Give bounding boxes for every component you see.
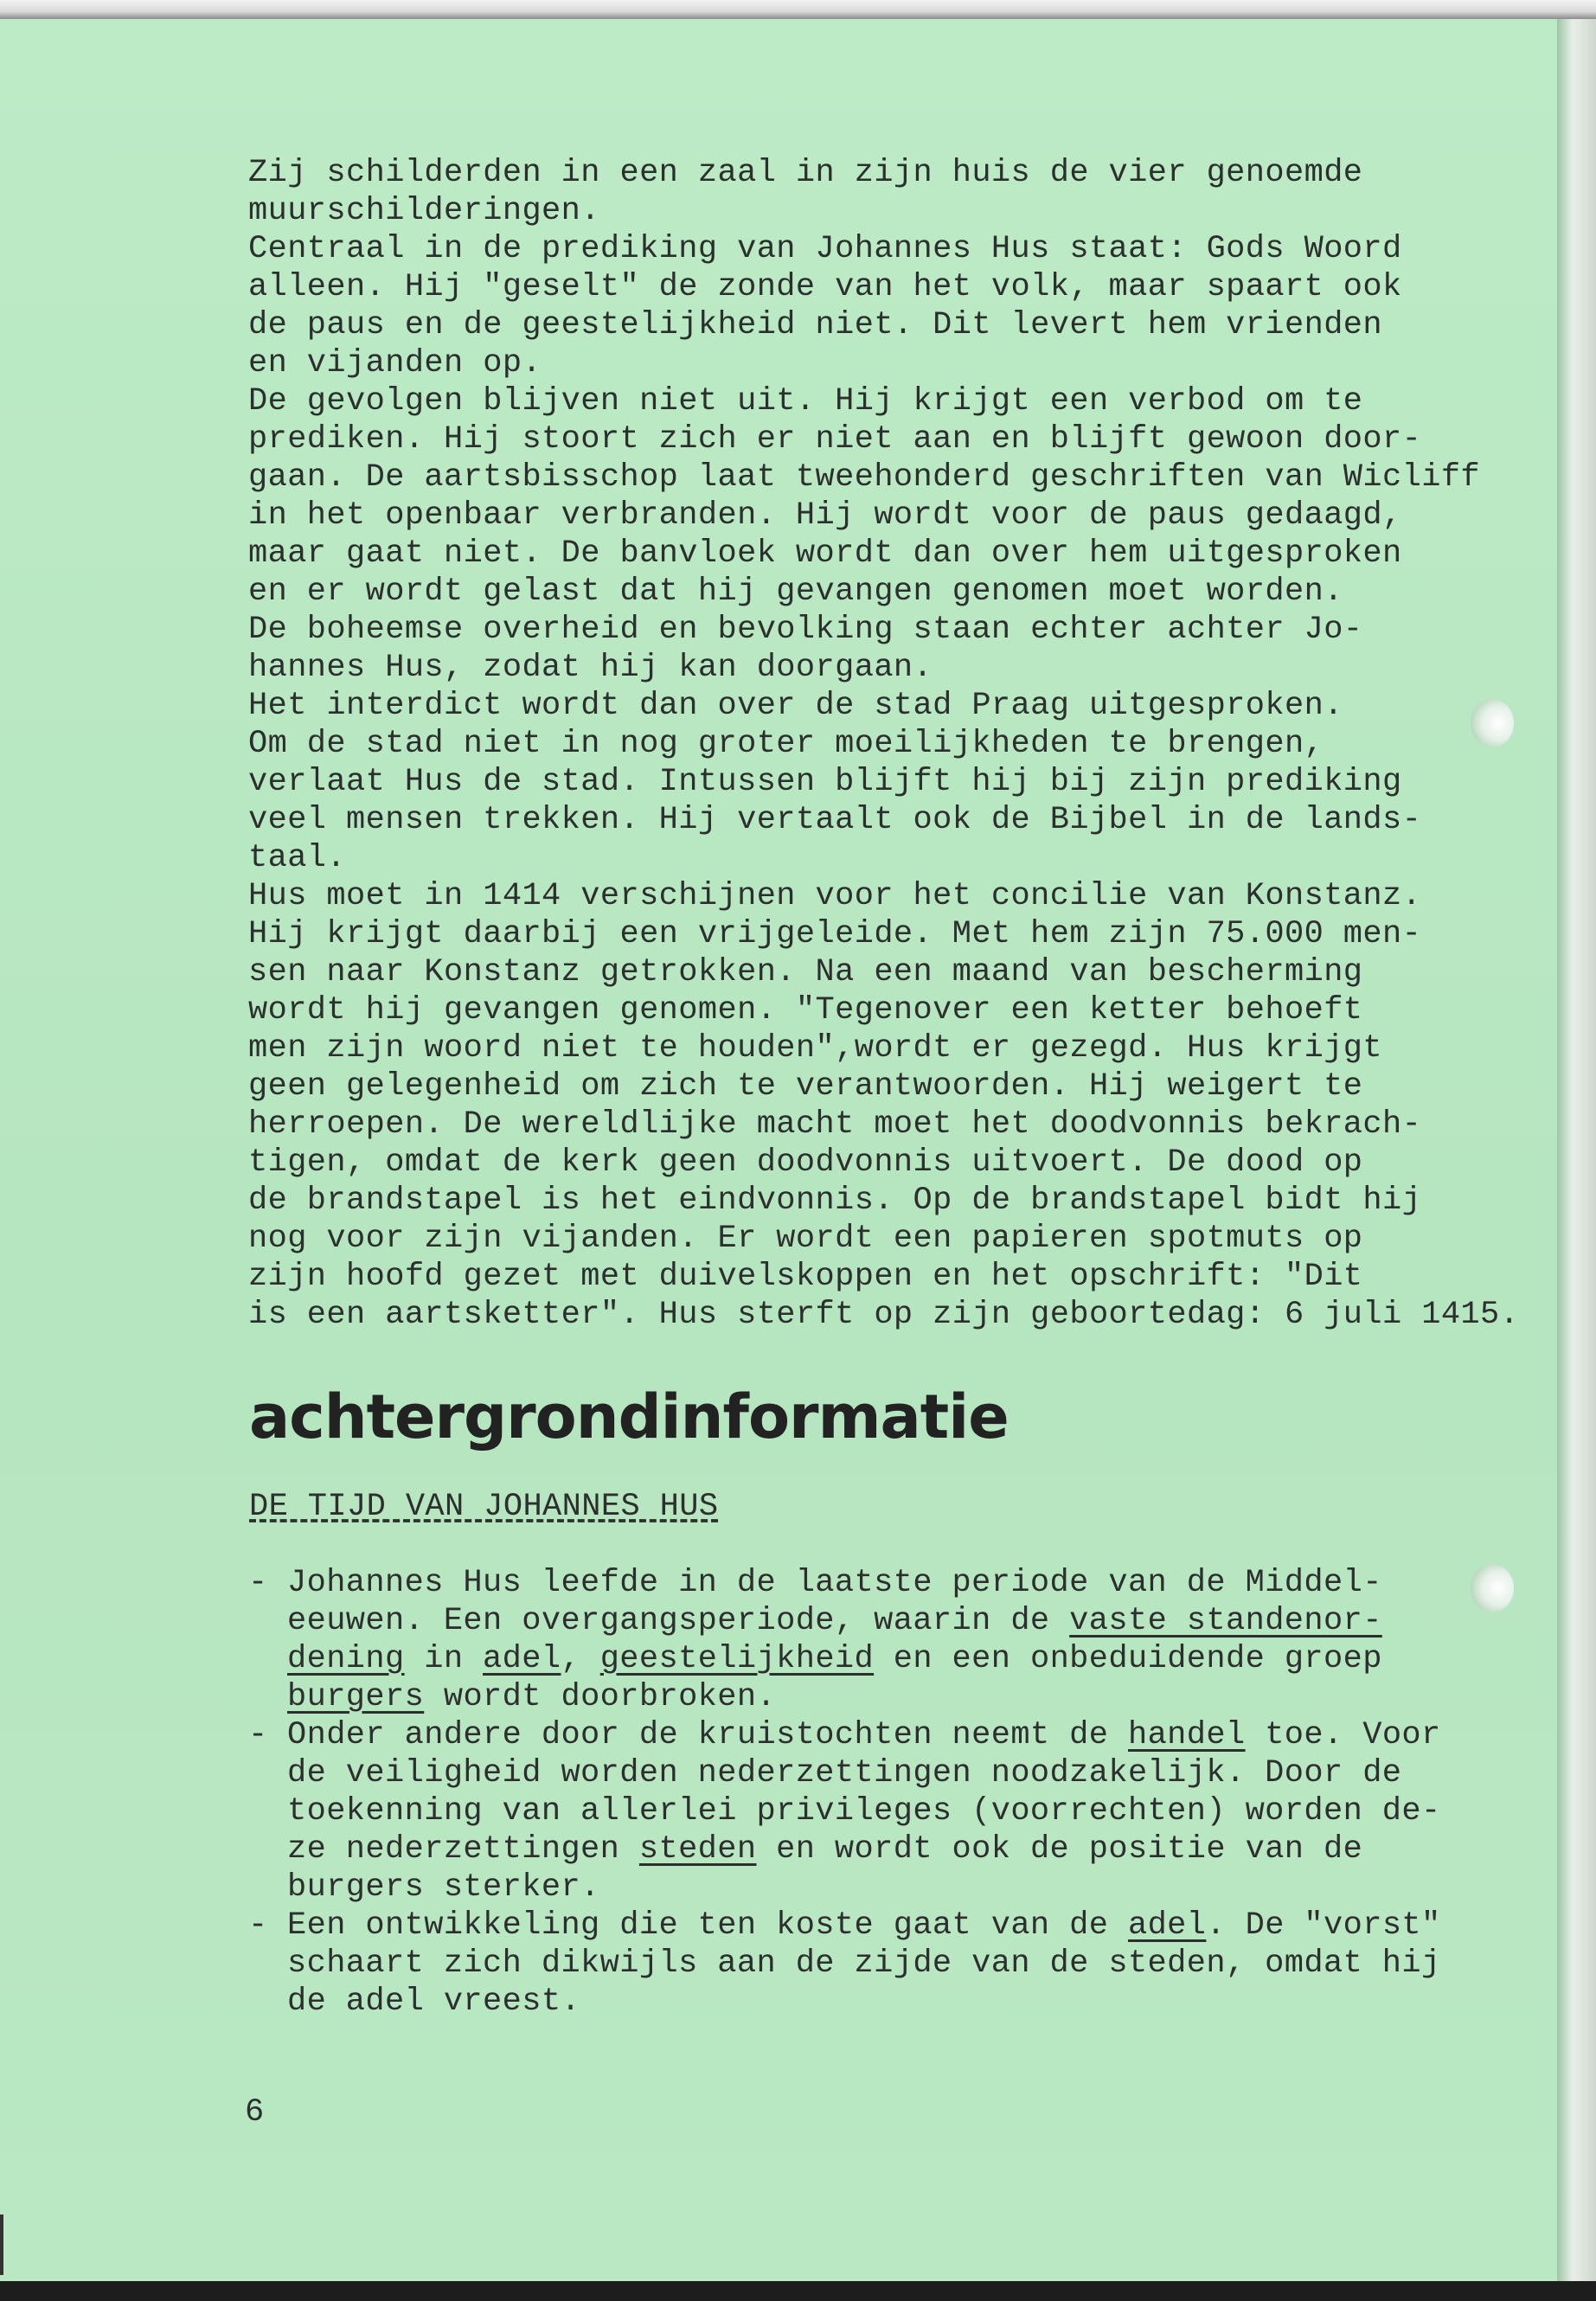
body-line: men zijn woord niet te houden",wordt er gezegd. Hus krijgt [248, 1030, 1383, 1067]
body-line: alleen. Hij "geselt" de zonde van het volk, maar spaart ook [248, 269, 1402, 305]
bullet-line [287, 1678, 1511, 1716]
bullet-line [287, 1640, 1511, 1678]
underlined-term: handel [1127, 1717, 1246, 1753]
body-line: en vijanden op. [248, 345, 542, 381]
body-text [248, 154, 1520, 1334]
bullet-dash: - [248, 1907, 268, 1944]
text-run: Een ontwikkeling die ten koste gaat van de [287, 1907, 1128, 1944]
underlined-term: vaste standenor- [1069, 1603, 1382, 1639]
bullet-dash: - [248, 1565, 268, 1601]
text-run: wordt doorbroken. [424, 1679, 777, 1715]
text-run: eeuwen. Een overgangsperiode, waarin de [287, 1603, 1070, 1639]
text-run: ze nederzettingen [287, 1831, 639, 1868]
body-line: Hij krijgt daarbij een vrijgeleide. Met hem zijn 75.000 men- [248, 916, 1422, 952]
bullet-line: de veiligheid worden nederzettingen noodzakelijk. Door de [287, 1755, 1402, 1791]
bullet-line: schaart zich dikwijls aan de zijde van de steden, omdat hij [287, 1945, 1441, 1982]
body-line: prediken. Hij stoort zich er niet aan en blijft gewoon door- [248, 421, 1422, 458]
body-line: hannes Hus, zodat hij kan doorgaan. [248, 650, 933, 686]
body-line: Centraal in de prediking van Johannes Hus staat: Gods Woord [248, 231, 1402, 267]
body-line: De gevolgen blijven niet uit. Hij krijgt een verbod om te [248, 383, 1363, 420]
underlined-term: steden [638, 1831, 757, 1868]
body-line: Hus moet in 1414 verschijnen voor het concilie van Konstanz. [248, 878, 1422, 914]
underlined-term: dening [287, 1641, 405, 1677]
text-run: , [561, 1641, 600, 1677]
scan-right-edge [1557, 19, 1596, 2281]
body-line: Om de stad niet in nog groter moeilijkheden te brengen, [248, 726, 1324, 762]
body-line: muurschilderingen. [248, 193, 600, 229]
bullet-line [287, 1907, 1511, 1945]
text-run: toe. Voor [1245, 1717, 1441, 1753]
list-item [248, 1907, 1511, 2021]
subsection-title-text: DE TIJD VAN JOHANNES HUS [249, 1489, 719, 1525]
text-run: in [404, 1641, 484, 1677]
underlined-term: burgers [287, 1679, 425, 1715]
body-line: herroepen. De wereldlijke macht moet het doodvonnis bekrach- [248, 1106, 1422, 1143]
scan-left-mark [0, 2214, 3, 2275]
body-line: sen naar Konstanz getrokken. Na een maand van bescherming [248, 954, 1363, 990]
bullet-list [248, 1564, 1511, 2021]
body-line: taal. [248, 840, 347, 876]
body-line: geen gelegenheid om zich te verantwoorden. Hij weigert te [248, 1068, 1363, 1105]
body-line: wordt hij gevangen genomen. "Tegenover een ketter behoeft [248, 992, 1363, 1029]
bullet-line [287, 1830, 1511, 1868]
body-line: veel mensen trekken. Hij vertaalt ook de Bijbel in de lands- [248, 802, 1422, 838]
body-line: Het interdict wordt dan over de stad Praag uitgesproken. [248, 688, 1343, 724]
body-line: verlaat Hus de stad. Intussen blijft hij bij zijn prediking [248, 764, 1402, 800]
section-heading: achtergrondinformatie [249, 1381, 1009, 1452]
scan-top-edge [0, 0, 1596, 19]
text-run: . De "vorst" [1206, 1907, 1441, 1944]
body-line: de brandstapel is het eindvonnis. Op de brandstapel bidt hij [248, 1183, 1422, 1219]
bullet-line [287, 1716, 1511, 1754]
body-line: zijn hoofd gezet met duivelskoppen en het opschrift: "Dit [248, 1259, 1363, 1295]
body-line: gaan. De aartsbisschop laat tweehonderd geschriften van Wicliff [248, 459, 1481, 496]
body-line: en er wordt gelast dat hij gevangen genomen moet worden. [248, 574, 1343, 610]
bullet-line: Johannes Hus leefde in de laatste periode van de Middel- [287, 1565, 1382, 1601]
body-line: maar gaat niet. De banvloek wordt dan over hem uitgesproken [248, 535, 1402, 572]
bullet-dash: - [248, 1717, 268, 1753]
page-number: 6 [245, 2094, 265, 2131]
text-run: Onder andere door de kruistochten neemt de [287, 1717, 1128, 1753]
body-line: is een aartsketter". Hus sterft op zijn geboortedag: 6 juli 1415. [248, 1297, 1520, 1333]
bullet-line: toekenning van allerlei privileges (voorrechten) worden de- [287, 1793, 1441, 1830]
text-run: en een onbeduidende groep [874, 1641, 1382, 1677]
bullet-line: burgers sterker. [287, 1869, 600, 1906]
body-line: de paus en de geestelijkheid niet. Dit levert hem vrienden [248, 307, 1383, 343]
subsection-title [249, 1488, 719, 1526]
body-line: De boheemse overheid en bevolking staan echter achter Jo- [248, 612, 1363, 648]
list-item [248, 1564, 1511, 1716]
list-item [248, 1716, 1511, 1907]
underlined-term: adel [483, 1641, 561, 1677]
body-line: nog voor zijn vijanden. Er wordt een papieren spotmuts op [248, 1221, 1363, 1257]
body-line: Zij schilderden in een zaal in zijn huis de vier genoemde [248, 155, 1363, 191]
body-line: in het openbaar verbranden. Hij wordt voor de paus gedaagd, [248, 497, 1402, 534]
underlined-term: geestelijkheid [599, 1641, 875, 1677]
underlined-term: adel [1127, 1907, 1207, 1944]
bullet-line: de adel vreest. [287, 1984, 581, 2020]
body-line: tigen, omdat de kerk geen doodvonnis uitvoert. De dood op [248, 1144, 1363, 1181]
text-run: en wordt ook de positie van de [756, 1831, 1363, 1868]
bullet-line [287, 1602, 1511, 1640]
